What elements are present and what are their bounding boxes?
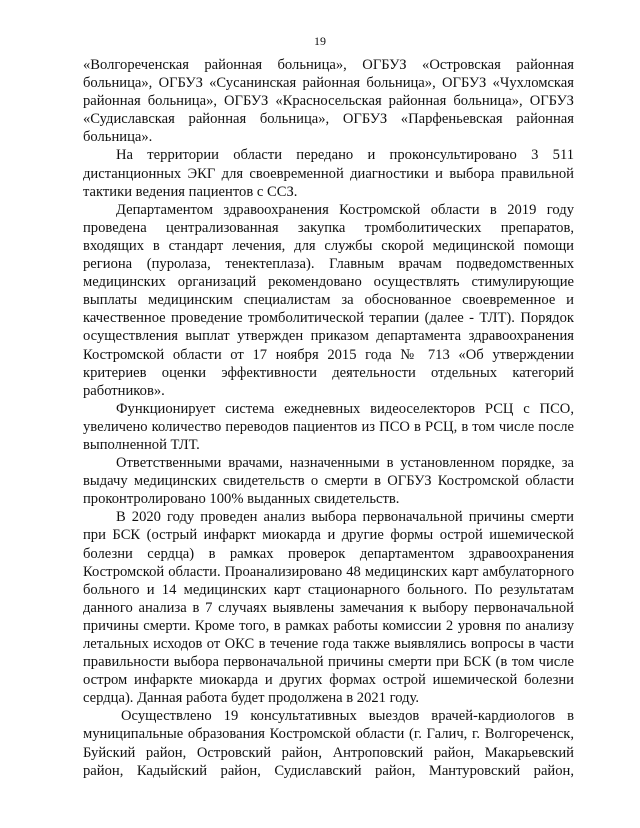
paragraph-cardiologist-visits: Осуществлено 19 консультативных выездов врачей-кардиологов в муниципальные образования Костромской области (г. Галич, г. Волгореченск, Буйский район, Островский район, Антроповский район, Макарьевский район, Кадыйский район, Судиславский район, Мантуровский район, — [83, 708, 574, 779]
body-text — [83, 56, 574, 780]
paragraph-thrombolytic-procurement: Департаментом здравоохранения Костромской области в 2019 году проведена централизованная закупка тромболитических препаратов, входящих в стандарт лечения, для службы скорой медицинской помощи региона (пуролаза, тенектеплаза). Главным врачам подведомственных медицинских организаций рекомендовано осуществлять стимулирующие выплаты медицинским специалистам за обоснованное своевременное и качественное проведение тромболитической терапии (далее - ТЛТ). Порядок осуществления выплат утвержден приказом департамента здравоохранения Костромской области от 17 ноября 2015 года № 713 «Об утверждении критериев оценки эффективности деятельности отдельных категорий работников». — [83, 201, 574, 399]
page-number: 19 — [314, 34, 326, 48]
paragraph-hospitals-list: «Волгореченская районная больница», ОГБУЗ «Островская районная больница», ОГБУЗ «Сусанинская районная больница», ОГБУЗ «Чухломская районная больница», ОГБУЗ «Красносельская районная больница», ОГБУЗ «Судиславская районная больница», ОГБУЗ «Парфеньевская районная больница». — [83, 57, 574, 146]
paragraph-video-selectors: Функционирует система ежедневных видеоселекторов РСЦ с ПСО, увеличено количество переводов пациентов из ПСО в РСЦ, в том числе после выполненной ТЛТ. — [83, 400, 574, 453]
paragraph-death-certificates: Ответственными врачами, назначенными в установленном порядке, за выдачу медицинских свидетельств о смерти в ОГБУЗ Костромской области проконтролировано 100% выданных свидетельств. — [83, 455, 574, 508]
paragraph-remote-ecg: На территории области передано и проконсультировано 3 511 дистанционных ЭКГ для своевременной диагностики и выбора правильной тактики ведения пациентов с ССЗ. — [83, 147, 574, 200]
paragraph-death-cause-analysis: В 2020 году проведен анализ выбора первоначальной причины смерти при БСК (острый инфаркт миокарда и другие формы острой ишемической болезни сердца) в рамках проверок департаментом здравоохранения Костромской области. Проанализировано 48 медицинских карт амбулаторного больного и 14 медицинских карт стационарного больного. По результатам данного анализа в 7 случаях выявлены замечания к выбору первоначальной причины смерти. Кроме того, в рамках работы комиссии 2 уровня по анализу летальных исходов от ОКС в течение года также выявлялись вопросы в части правильности выбора первоначальной причины смерти при БСК (в том числе остром инфаркте миокарда и других формах острой ишемической болезни сердца). Данная работа будет продолжена в 2021 году. — [83, 509, 574, 707]
